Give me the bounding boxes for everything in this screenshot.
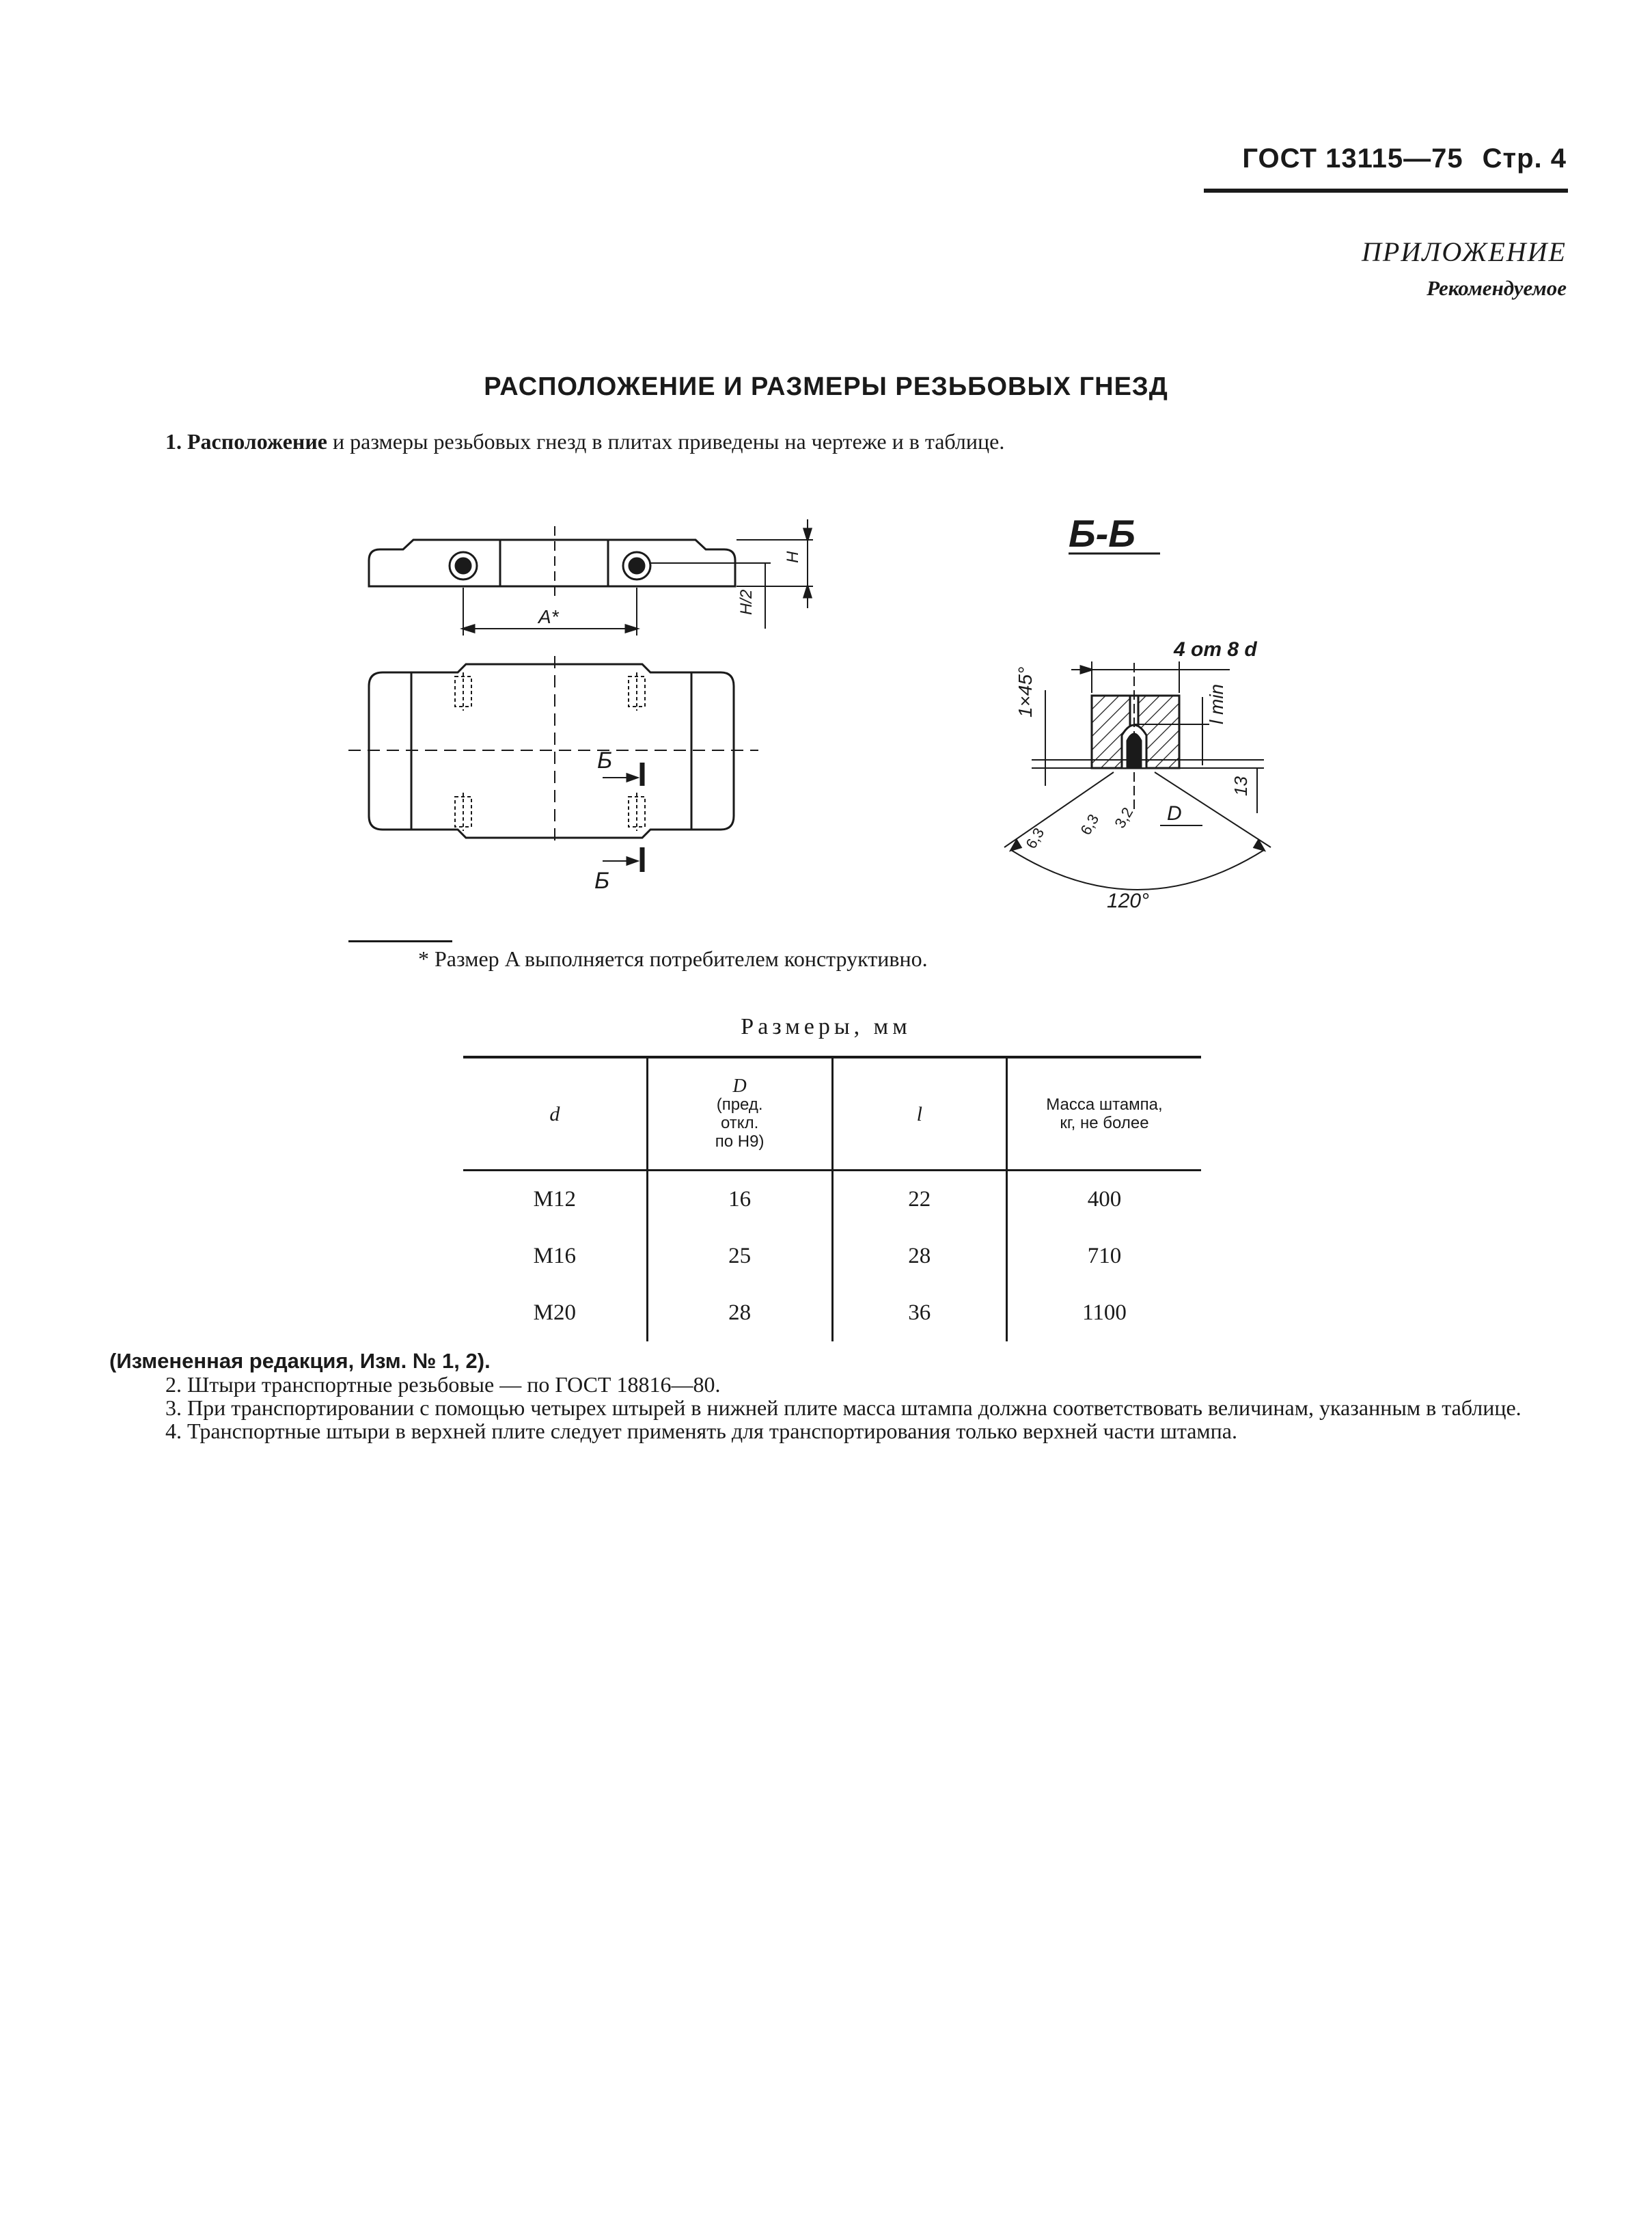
- cell-mass: 710: [1006, 1228, 1201, 1285]
- dim-h2-label: H/2: [737, 589, 756, 615]
- table-header-row: [463, 1057, 1201, 1171]
- section-mark-top: Б: [597, 748, 613, 774]
- standard-number: ГОСТ 13115—75: [1242, 144, 1463, 174]
- dim-h-label: H: [784, 551, 802, 563]
- cell-d: М20: [533, 1300, 577, 1325]
- roughness-3: 3,2: [1111, 804, 1137, 832]
- header-mass-line2: кг, не более: [1060, 1114, 1149, 1132]
- cell-mass: 1100: [1006, 1285, 1201, 1341]
- label-13: 13: [1230, 776, 1251, 796]
- section-title: Б-Б: [1069, 512, 1135, 555]
- note-4: 4. Транспортные штыри в верхней плите следует применять для транспортирования только верхней части штампа.: [165, 1419, 1237, 1443]
- cell-D: 28: [647, 1285, 832, 1341]
- section-view: [1004, 512, 1271, 912]
- header-D-line2: откл.: [720, 1114, 759, 1132]
- footnote-rule: [348, 940, 452, 942]
- plan-view: [348, 656, 758, 894]
- paragraph-1-text: и размеры резьбовых гнезд в плитах приведены на чертеже и в таблице.: [327, 429, 1005, 454]
- cell-D: 25: [647, 1228, 832, 1285]
- label-lmin: l min: [1206, 683, 1227, 724]
- dimensions-table: [463, 1056, 1201, 1341]
- note-2: 2. Штыри транспортные резьбовые — по ГОСТ 18816—80.: [165, 1372, 721, 1397]
- table-row: [463, 1228, 1201, 1285]
- dim-a-label: A*: [538, 606, 559, 627]
- page-title: РАСПОЛОЖЕНИЕ И РАЗМЕРЫ РЕЗЬБОВЫХ ГНЕЗД: [484, 372, 1168, 401]
- appendix-label: [1362, 236, 1567, 301]
- header-D-symbol: D: [732, 1076, 747, 1097]
- header-D-line3: по H9): [715, 1132, 765, 1151]
- cell-d: М16: [533, 1244, 577, 1268]
- header-mass-line1: Масса штампа,: [1046, 1095, 1163, 1114]
- page-header: [1242, 144, 1567, 174]
- paragraph-1-lead: 1. Расположение: [165, 429, 327, 454]
- label-120: 120°: [1107, 890, 1150, 912]
- cell-mass: 400: [1006, 1171, 1201, 1229]
- label-d-upper: D: [1167, 802, 1182, 825]
- appendix-subtitle: Рекомендуемое: [1427, 276, 1567, 300]
- header-d: d: [549, 1102, 560, 1125]
- appendix-title: ПРИЛОЖЕНИЕ: [1362, 236, 1567, 267]
- cell-l: 28: [832, 1228, 1006, 1285]
- amendment-note: (Измененная редакция, Изм. № 1, 2).: [109, 1349, 491, 1373]
- roughness-1: 6,3: [1022, 825, 1048, 852]
- table-caption: Размеры, мм: [741, 1014, 911, 1039]
- table-row: [463, 1285, 1201, 1341]
- section-mark-bottom: Б: [594, 868, 610, 894]
- header-rule: [1204, 189, 1568, 193]
- side-view: [369, 519, 813, 636]
- label-chamfer: 1×45°: [1015, 666, 1036, 718]
- cell-D: 16: [647, 1171, 832, 1229]
- header-D-line1: (пред.: [716, 1095, 763, 1114]
- page-number: Стр. 4: [1482, 144, 1567, 174]
- footnote: * Размер A выполняется потребителем конструктивно.: [418, 946, 928, 971]
- technical-drawing: [321, 492, 1305, 929]
- cell-l: 22: [832, 1171, 1006, 1229]
- table-row: [463, 1171, 1201, 1229]
- header-mass: [1006, 1057, 1201, 1171]
- paragraph-1: [165, 429, 1004, 454]
- cell-d: М12: [533, 1187, 577, 1212]
- header-D: [647, 1057, 832, 1171]
- label-4-8d: 4 от 8 d: [1174, 638, 1257, 661]
- roughness-2: 6,3: [1077, 811, 1103, 838]
- cell-l: 36: [832, 1285, 1006, 1341]
- notes: [109, 1350, 1551, 1443]
- header-l: l: [832, 1057, 1006, 1171]
- note-3: 3. При транспортировании с помощью четырех штырей в нижней плите масса штампа должна соответствовать величинам, указанным в таблице.: [165, 1395, 1522, 1420]
